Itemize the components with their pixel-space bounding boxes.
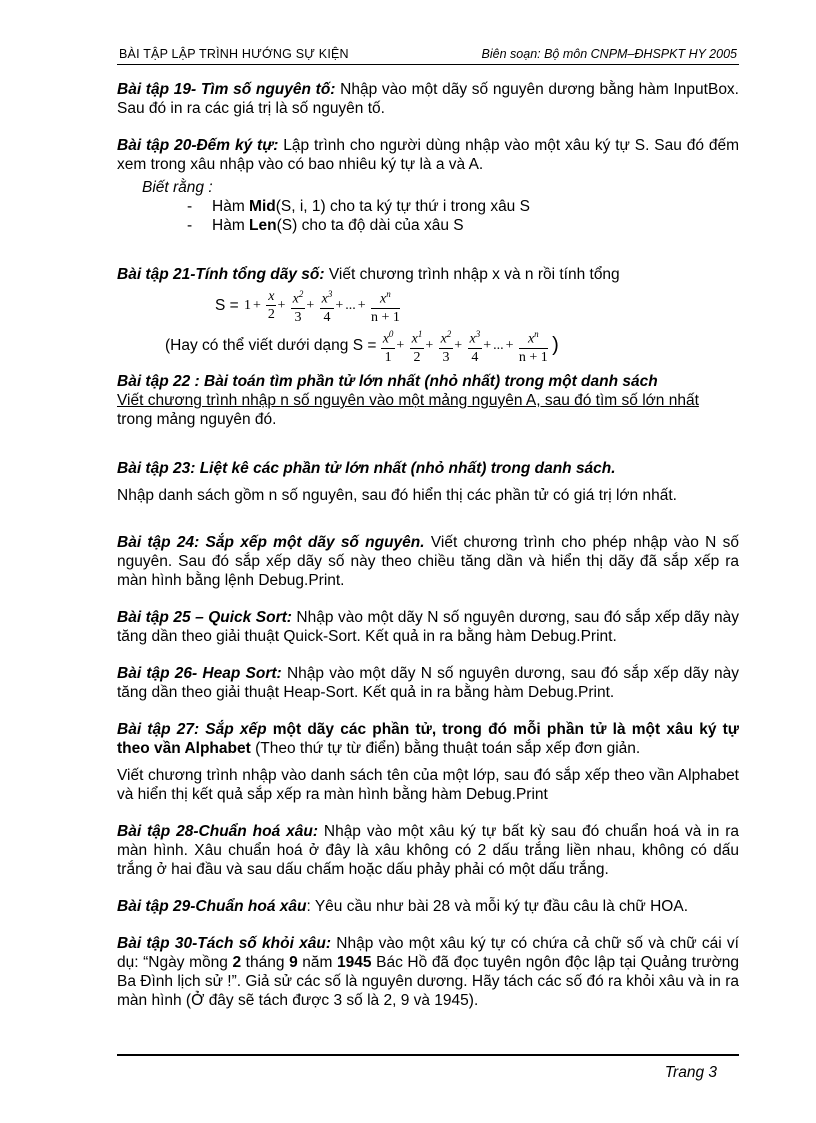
exercise-20-hints [117, 178, 739, 235]
exercise-20-text: Lập trình cho người dùng nhập vào một xâu ký tự S. Sau đó đếm xem trong xâu nhập vào có bao nhiêu ký tự là a và A. [117, 137, 739, 173]
exercise-29-title: Bài tập 29-Chuẩn hoá xâu [117, 898, 307, 915]
formula-fraction: $\frac{x^3}{4}$ [468, 326, 483, 366]
exercise-21 [117, 265, 739, 284]
formula-fraction: $\frac{x^n}{n + 1}$ [371, 286, 400, 326]
exercise-22-rest: trong mảng nguyên đó. [117, 411, 277, 428]
hint-text: (S) cho ta độ dài của xâu S [276, 217, 464, 234]
formula-fraction: $\frac{x^1}{2}$ [410, 326, 425, 366]
hint-function-name: Len [249, 217, 277, 234]
exercise-25-text: Nhập vào một dãy N số nguyên dương, sau đó sắp xếp dãy này tăng dần theo giải thuật Quick-Sort. Kết quả in ra bằng hàm Debug.Print. [117, 609, 739, 645]
formula-operator: + [483, 338, 492, 354]
exercise-22 [117, 372, 739, 429]
exercise-28-text: Nhập vào một xâu ký tự bất kỳ sau đó chuẩn hoá và in ra màn hình. Xâu chuẩn hoá ở đây là xâu không có 2 dấu trắng liền nhau, không có dấu trắng ở hai đầu và sau dấu chấm hoặc dấu phảy phải có một dấu trắng. [117, 823, 739, 878]
exercise-25 [117, 608, 739, 646]
header-course-title: BÀI TẬP LẬP TRÌNH HƯỚNG SỰ KIỆN [119, 47, 349, 61]
exercise-27-para: Viết chương trình nhập vào danh sách tên của một lớp, sau đó sắp xếp theo vần Alphabet và hiển thị kết quả sắp xếp ra màn hình bằng hàm Debug.Print [117, 767, 739, 803]
formula-label: S = [215, 297, 239, 315]
exercise-28-title: Bài tập 28-Chuẩn hoá xâu: [117, 823, 318, 840]
formula-operator: + [357, 298, 366, 314]
hint-item [187, 197, 739, 216]
exercise-23-text: Nhập danh sách gồm n số nguyên, sau đó hiển thị các phần tử có giá trị lớn nhất. [117, 487, 677, 504]
exercise-19 [117, 80, 739, 118]
exercise-24 [117, 533, 739, 590]
exercise-25-title: Bài tập 25 – Quick Sort: [117, 609, 292, 626]
exercise-22-title: Bài tập 22 : Bài toán tìm phần tử lớn nhất (nhỏ nhất) trong một danh sách [117, 373, 658, 390]
header-author: Biên soạn: Bộ môn CNPM–ĐHSPKT HY 2005 [481, 47, 737, 61]
formula-operator: + [425, 338, 434, 354]
exercise-30-number: 2 [232, 954, 242, 971]
exercise-21-title: Bài tập 21-Tính tổng dãy số: [117, 266, 325, 283]
exercise-26-title: Bài tập 26- Heap Sort: [117, 665, 282, 682]
exercise-27-bold-text: một dãy các phần tử, trong đó mỗi phần tử là một xâu ký tự theo vần Alphabet [117, 721, 740, 757]
exercise-19-text: Nhập vào một dãy số nguyên dương bằng hàm InputBox. Sau đó in ra các giá trị là số nguyên tố. [117, 81, 739, 117]
formula-fraction: $\frac{x^n}{n + 1}$ [519, 326, 548, 366]
exercise-30 [117, 934, 739, 1010]
alt-sum-formula [165, 326, 739, 366]
sum-formula [215, 286, 739, 326]
formula-operator: + [335, 298, 344, 314]
exercise-30-text: năm [297, 954, 338, 971]
hint-dash: - [187, 217, 193, 234]
formula-term: 1 [244, 298, 252, 314]
hint-text: (S, i, 1) cho ta ký tự thứ i trong xâu S [275, 198, 530, 215]
formula-fraction: $\frac{x}{2}$ [267, 289, 275, 323]
exercise-29 [117, 897, 739, 916]
formula-ellipsis: ... [493, 338, 504, 354]
exercise-30-number: 1945 [337, 954, 372, 971]
exercise-23 [117, 459, 739, 505]
hint-text: Hàm [212, 217, 250, 234]
alt-formula-label: (Hay có thể viết dưới dạng S = [165, 337, 377, 355]
hint-text: Hàm [212, 198, 250, 215]
exercise-24-text: Viết chương trình cho phép nhập vào N số nguyên. Sau đó sắp xếp dãy số này theo chiều tăng dần và hiển thị dãy đã sắp xếp ra màn hình bằng lệnh Debug.Print. [117, 534, 739, 589]
page-footer [117, 1054, 739, 1081]
exercise-30-title: Bài tập 30-Tách số khỏi xâu: [117, 935, 332, 952]
formula-ellipsis: ... [345, 298, 356, 314]
formula-operator: + [306, 298, 315, 314]
exercise-30-number: 9 [289, 954, 298, 971]
formula-operator: + [454, 338, 463, 354]
formula-fraction: $\frac{x^3}{4}$ [320, 286, 335, 326]
exercise-30-text: Bác Hồ đã đọc tuyên ngôn độc lập tại Quảng trường Ba Đình lịch sử !”. Giả sử các số là nguyên dương. Hãy tách các số đó ra khỏi xâu và in ra màn hình (Ở đây sẽ tách được 3 số là 2, 9 và 1945). [117, 954, 740, 1009]
exercise-30-text: tháng [241, 954, 290, 971]
exercise-26-text: Nhập vào một dãy N số nguyên dương, sau đó sắp xếp dãy này tăng dần theo giải thuật Heap-Sort. Kết quả in ra bằng hàm Debug.Print. [117, 665, 739, 701]
formula-operator: + [277, 298, 286, 314]
exercise-21-text: Viết chương trình nhập x và n rồi tính tổng [324, 266, 620, 283]
alt-formula-close: ) [552, 334, 559, 357]
page-header [117, 44, 739, 65]
hint-lead: Biết rằng : [142, 179, 213, 196]
hint-function-name: Mid [249, 198, 276, 215]
exercise-30-text: Nhập vào một xâu ký tự có chứa cả chữ số và chữ cái ví dụ: “Ngày mồng [117, 935, 739, 971]
exercise-26 [117, 664, 739, 702]
exercise-19-title: Bài tập 19- Tìm số nguyên tố: [117, 81, 336, 98]
exercise-20 [117, 136, 739, 174]
hint-list [117, 197, 739, 235]
exercise-23-title: Bài tập 23: Liệt kê các phần tử lớn nhất (nhỏ nhất) trong danh sách. [117, 460, 616, 477]
exercise-22-line: Viết chương trình nhập n số nguyên vào một mảng nguyên A, sau đó tìm số lớn nhất [117, 392, 699, 409]
exercise-29-text: : Yêu cầu như bài 28 và mỗi ký tự đầu câu là chữ HOA. [306, 898, 688, 915]
formula-operator: + [396, 338, 405, 354]
hint-item [187, 216, 739, 235]
hint-dash: - [187, 198, 193, 215]
formula-operator: + [505, 338, 514, 354]
page-number: Trang 3 [664, 1064, 717, 1081]
exercise-28 [117, 822, 739, 879]
exercise-27-title: Bài tập 27: Sắp xếp [117, 721, 267, 738]
page-content [117, 80, 739, 1028]
exercise-27-text: (Theo thứ tự từ điển) bằng thuật toán sắp xếp đơn giản. [250, 740, 641, 757]
formula-fraction: $\frac{x^2}{3}$ [291, 286, 306, 326]
formula-fraction: $\frac{x^0}{1}$ [381, 326, 396, 366]
exercise-24-title: Bài tập 24: Sắp xếp một dãy số nguyên. [117, 534, 425, 551]
formula-fraction: $\frac{x^2}{3}$ [439, 326, 454, 366]
exercise-20-title: Bài tập 20-Đếm ký tự: [117, 137, 279, 154]
formula-operator: + [253, 298, 261, 314]
exercise-27 [117, 720, 739, 804]
